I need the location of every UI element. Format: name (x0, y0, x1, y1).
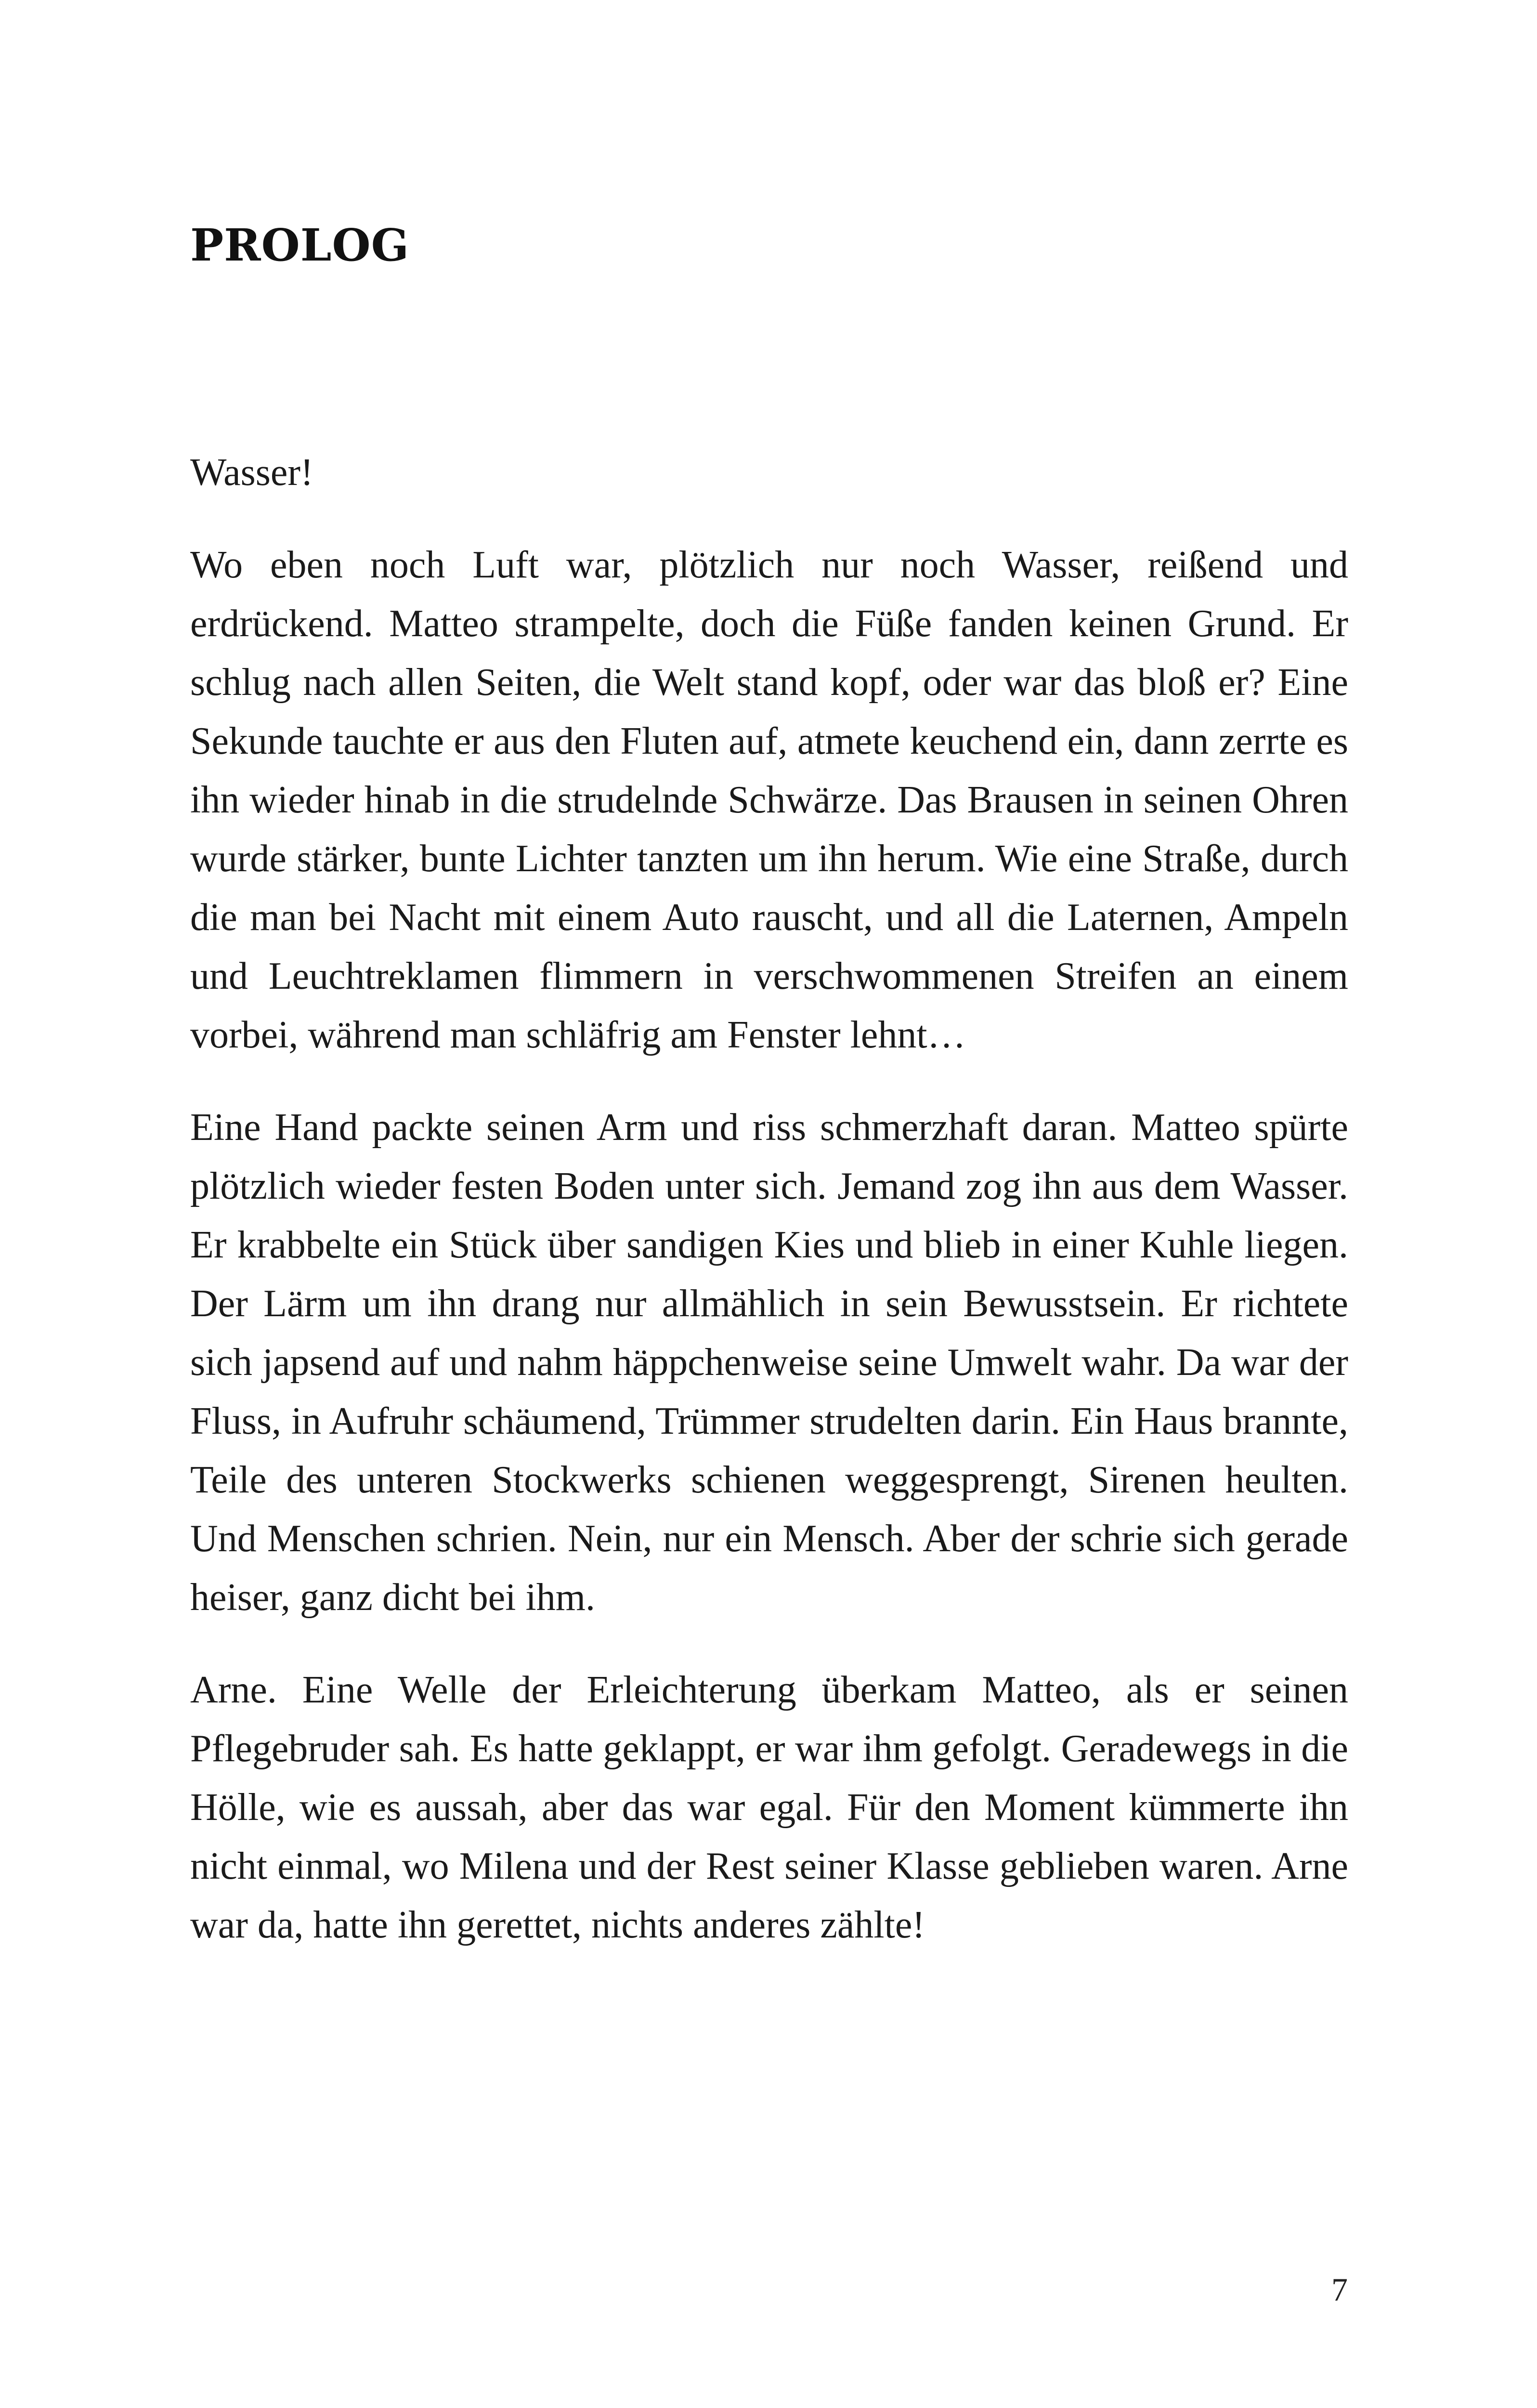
page-number: 7 (1331, 2271, 1348, 2308)
body-text (190, 443, 1348, 1988)
chapter-title: PROLOG (190, 219, 410, 271)
paragraph-4: Arne. Eine Welle der Erleichterung überkam Matteo, als er seinen Pflegebruder sah. Es hatte geklappt, er war ihm gefolgt. Geradewegs in die Hölle, wie es aussah, aber das war egal. Für den Moment kümmerte ihn nicht einmal, wo Milena und der Rest seiner Klasse geblieben waren. Arne war da, hatte ihn gerettet, nichts anderes zählte! (190, 1669, 1348, 1946)
paragraph-1: Wasser! (190, 451, 313, 494)
paragraph-3: Eine Hand packte seinen Arm und riss schmerzhaft daran. Matteo spürte plötzlich wieder festen Boden unter sich. Jemand zog ihn aus dem Wasser. Er krabbelte ein Stück über sandigen Kies und blieb in einer Kuhle liegen. Der Lärm um ihn drang nur allmählich in sein Bewusstsein. Er richtete sich japsend auf und nahm häppchenweise seine Umwelt wahr. Da war der Fluss, in Aufruhr schäumend, Trümmer strudelten darin. Ein Haus brannte, Teile des unteren Stockwerks schienen weggesprengt, Sirenen heulten. Und Menschen schrien. Nein, nur ein Mensch. Aber der schrie sich gerade heiser, ganz dicht bei ihm. (190, 1106, 1348, 1619)
paragraph-2: Wo eben noch Luft war, plötzlich nur noch Wasser, reißend und erdrückend. Matteo strampelte, doch die Füße fanden keinen Grund. Er schlug nach allen Seiten, die Welt stand kopf, oder war das bloß er? Eine Sekunde tauchte er aus den Fluten auf, atmete keuchend ein, dann zerrte es ihn wieder hinab in die strudelnde Schwärze. Das Brausen in seinen Ohren wurde stärker, bunte Lichter tanzten um ihn herum. Wie eine Straße, durch die man bei Nacht mit einem Auto rauscht, und all die Laternen, Ampeln und Leuchtreklamen flimmern in verschwommenen Streifen an einem vorbei, während man schläfrig am Fenster lehnt… (190, 544, 1348, 1056)
